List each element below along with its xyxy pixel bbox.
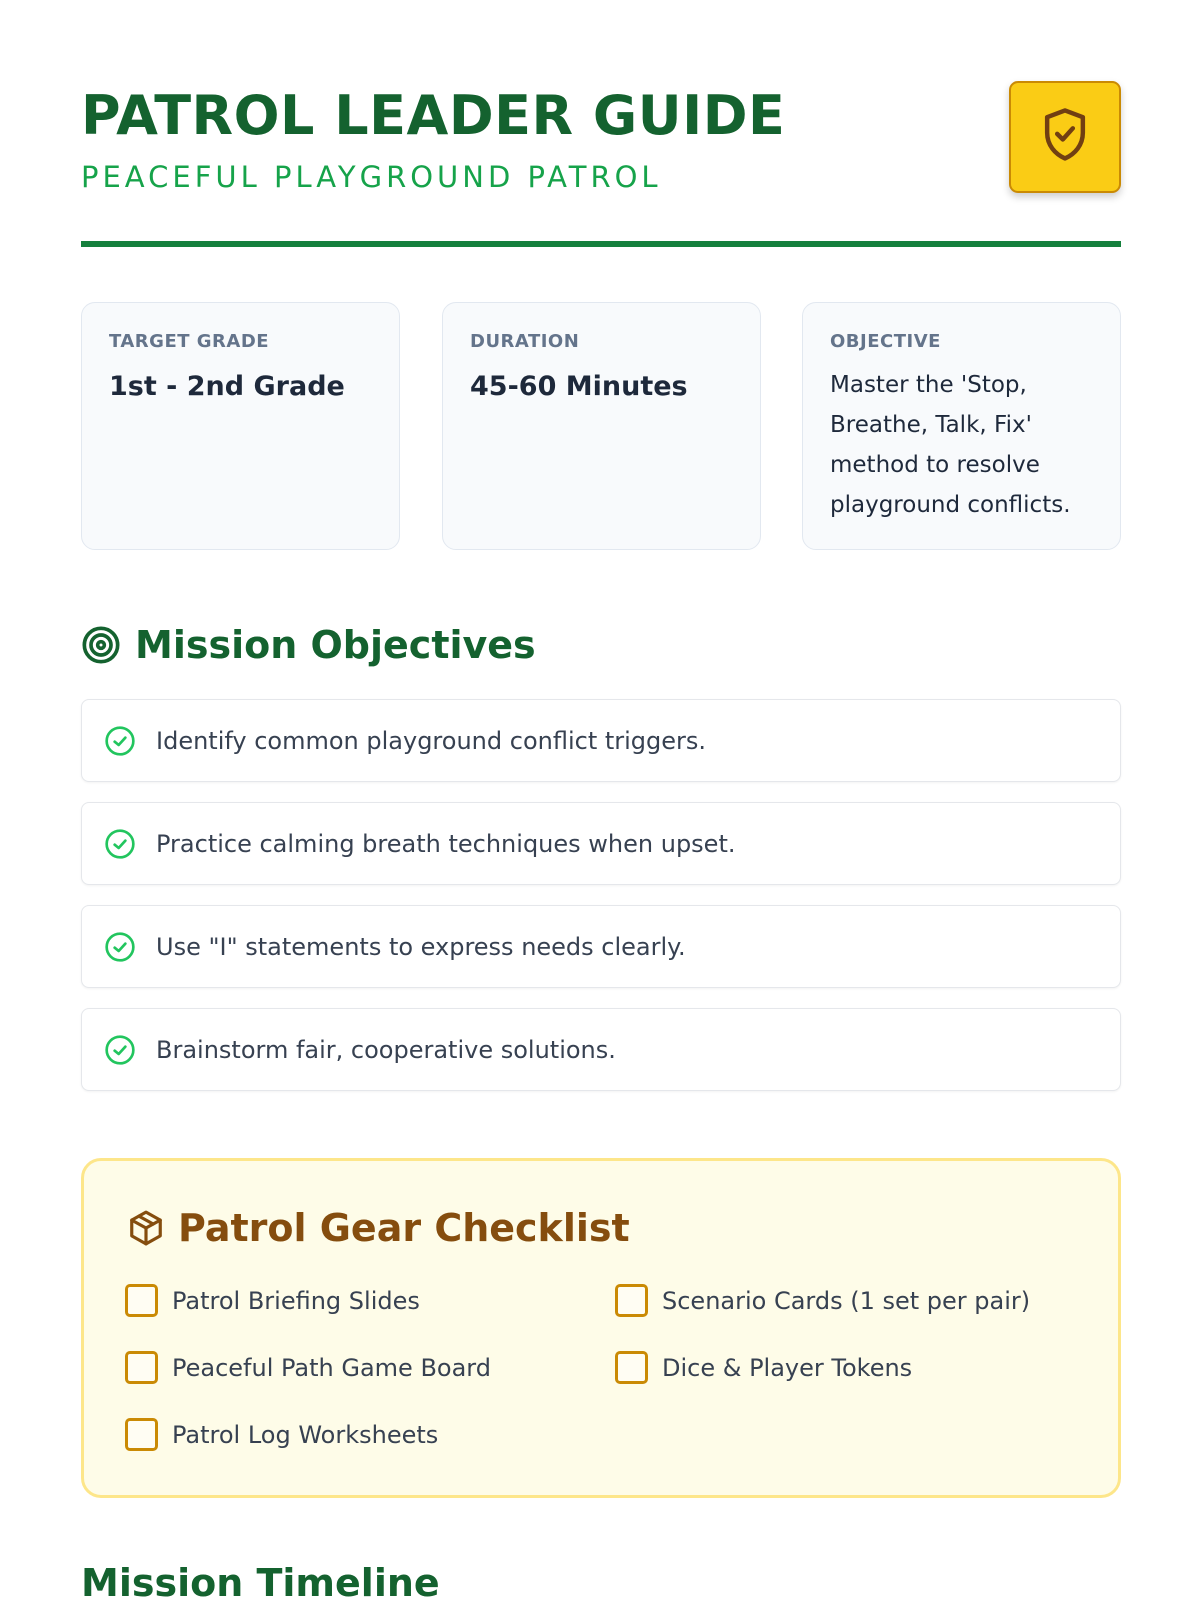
- list-item: [81, 802, 1121, 885]
- checkbox[interactable]: [125, 1351, 158, 1384]
- card-label: DURATION: [470, 331, 580, 352]
- objective-text: Identify common playground conflict triggers.: [156, 726, 707, 755]
- check-circle-icon: [104, 828, 136, 860]
- checklist-item[interactable]: [125, 1418, 438, 1451]
- objective-text: Practice calming breath techniques when upset.: [156, 829, 736, 858]
- shield-badge: [1009, 81, 1121, 193]
- card-label: OBJECTIVE: [830, 331, 941, 352]
- page-subtitle: PEACEFUL PLAYGROUND PATROL: [81, 160, 662, 194]
- checkbox[interactable]: [615, 1351, 648, 1384]
- card-target-grade: [81, 302, 400, 550]
- card-value: 1st - 2nd Grade: [109, 371, 345, 402]
- shield-check-icon: [1038, 106, 1092, 168]
- info-cards: [81, 302, 1121, 550]
- mission-objectives-heading: [81, 622, 536, 668]
- checklist-item[interactable]: [615, 1351, 912, 1384]
- checklist-label: Peaceful Path Game Board: [172, 1353, 491, 1382]
- checklist-label: Dice & Player Tokens: [662, 1353, 913, 1382]
- checkbox[interactable]: [125, 1284, 158, 1317]
- checklist-item[interactable]: [615, 1284, 1030, 1317]
- section-title: Mission Objectives: [135, 623, 536, 667]
- package-icon: [126, 1208, 166, 1248]
- check-circle-icon: [104, 931, 136, 963]
- objective-text: Use "I" statements to express needs clearly.: [156, 932, 686, 961]
- card-duration: [442, 302, 761, 550]
- list-item: [81, 699, 1121, 782]
- checklist-label: Patrol Log Worksheets: [172, 1420, 439, 1449]
- card-label: TARGET GRADE: [109, 331, 270, 352]
- checklist-item[interactable]: [125, 1284, 420, 1317]
- mission-timeline-heading: Mission Timeline: [81, 1561, 440, 1600]
- header-divider: [81, 241, 1121, 247]
- card-description: Master the 'Stop, Breathe, Talk, Fix' method to resolve playground conflicts.: [830, 372, 1071, 518]
- check-circle-icon: [104, 725, 136, 757]
- check-circle-icon: [104, 1034, 136, 1066]
- checkbox[interactable]: [125, 1418, 158, 1451]
- list-item: [81, 905, 1121, 988]
- lesson-guide-page: [81, 0, 1121, 1600]
- checklist-label: Patrol Briefing Slides: [172, 1286, 420, 1315]
- gear-checklist-heading: [126, 1205, 630, 1251]
- section-title: Patrol Gear Checklist: [178, 1206, 630, 1250]
- card-value: 45-60 Minutes: [470, 371, 688, 402]
- page-title: PATROL LEADER GUIDE: [81, 84, 786, 147]
- list-item: [81, 1008, 1121, 1091]
- target-icon: [81, 625, 121, 665]
- gear-checklist: [81, 1158, 1121, 1498]
- card-objective: [802, 302, 1121, 550]
- checkbox[interactable]: [615, 1284, 648, 1317]
- checklist-item[interactable]: [125, 1351, 491, 1384]
- checklist-label: Scenario Cards (1 set per pair): [662, 1286, 1031, 1315]
- objective-text: Brainstorm fair, cooperative solutions.: [156, 1035, 616, 1064]
- header: [81, 78, 1121, 248]
